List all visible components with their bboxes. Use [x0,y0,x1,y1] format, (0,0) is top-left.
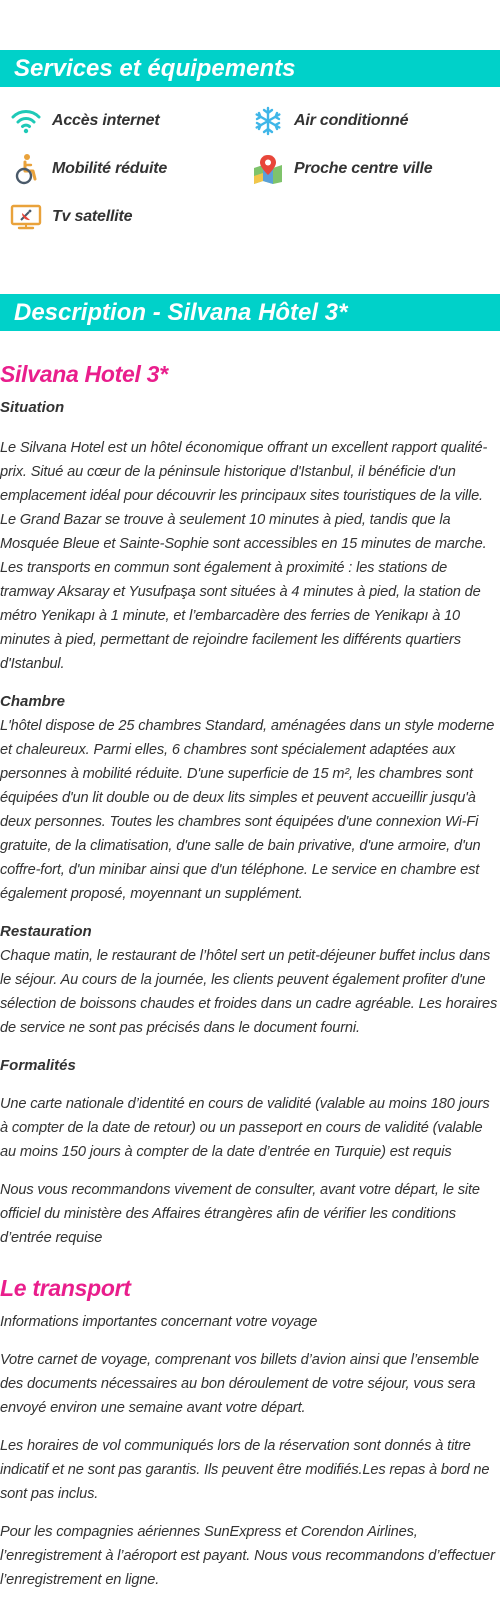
transport-p3: Pour les compagnies aériennes SunExpress et Corendon Airlines, l’enregistrement à l’aéroport est payant. Nous vous recommandons d’effectuer l’enregistrement en ligne. [0,1524,495,1588]
service-air-conditioning [252,104,408,138]
chambre-heading: Chambre [0,693,66,710]
service-satellite-tv [10,200,132,234]
transport-title: Le transport [0,1275,131,1301]
satellite-tv-icon [10,201,42,233]
snowflake-icon [252,105,284,137]
transport-p1: Votre carnet de voyage, comprenant vos billets d’avion ainsi que l’ensemble des documents nécessaires au bon déroulement de votre séjour, vous sera envoyé environ une semaine avant votre départ. [0,1352,480,1416]
chambre-text: L'hôtel dispose de 25 chambres Standard, aménagées dans un style moderne et chaleureux. Parmi elles, 6 chambres sont spécialement adaptées aux personnes à mobilité réduite. D'une superficie de 15 m², les chambres sont équipées d'un lit double ou de deux lits simples et peuvent accueillir jusqu'à deux personnes. Toutes les chambres sont équipées d'une connexion Wi-Fi gratuite, de la climatisation, d'une salle de bain privative, d'une armoire, d'un coffre-fort, d'un minibar ainsi que d'un téléphone. Le service en chambre est également proposé, moyennant un supplément. [0,718,495,902]
service-reduced-mobility [10,152,167,186]
services-banner [0,50,500,87]
situation-heading: Situation [0,399,65,416]
hotel-name: Silvana Hotel 3* [0,361,168,387]
service-internet [10,104,159,138]
description-title: Description - Silvana Hôtel 3* [14,299,348,326]
description-content [0,358,500,1592]
service-label: Accès internet [52,112,160,129]
map-pin-icon [252,153,284,185]
situation-text: Le Silvana Hotel est un hôtel économique offrant un excellent rapport qualité-prix. Situé au cœur de la péninsule historique d'Istanbul, il bénéficie d'un emplacement idéal pour découvrir les principaux sites touristiques de la ville. Le Grand Bazar se trouve à seulement 10 minutes à pied, tandis que la Mosquée Bleue et Sainte-Sophie sont accessibles en 15 minutes de marche. Les transports en commun sont également à proximité : les stations de tramway Aksaray et Yusufpaşa sont situées à 4 minutes à pied, la station de métro Yenikapı à 1 minute, et l’embarcadère des ferries de Yenikapı à 10 minutes à pied, permettant de rejoindre facilement les différents quartiers d'Istanbul. [0,440,488,672]
formalites-heading: Formalités [0,1057,76,1074]
formalites-text-2: Nous vous recommandons vivement de consulter, avant votre départ, le site officiel du ministère des Affaires étrangères afin de vérifier les conditions d’entrée requise [0,1182,480,1246]
wheelchair-icon [10,153,42,185]
formalites-text-1: Une carte nationale d’identité en cours de validité (valable au moins 180 jours à compter de la date de retour) ou un passeport en cours de validité (valable au moins 150 jours à compter de la date d’entrée en Turquie) est requis [0,1096,490,1160]
service-label: Mobilité réduite [52,160,168,177]
restauration-heading: Restauration [0,923,92,940]
service-city-center [252,152,433,186]
service-label: Proche centre ville [294,160,433,177]
service-label: Tv satellite [52,208,133,225]
transport-p2: Les horaires de vol communiqués lors de la réservation sont donnés à titre indicatif et ne sont pas garantis. Ils peuvent être modifiés.Les repas à bord ne sont pas inclus. [0,1438,490,1502]
restauration-text: Chaque matin, le restaurant de l’hôtel sert un petit-déjeuner buffet inclus dans le séjour. Au cours de la journée, les clients peuvent également profiter d'une sélection de boissons chaudes et froides dans un cadre agréable. Les horaires de service ne sont pas précisés dans le document fourni. [0,948,498,1036]
wifi-icon [10,105,42,137]
service-label: Air conditionné [294,112,409,129]
transport-intro: Informations importantes concernant votre voyage [0,1314,318,1330]
services-title: Services et équipements [14,55,296,82]
description-banner [0,294,500,331]
